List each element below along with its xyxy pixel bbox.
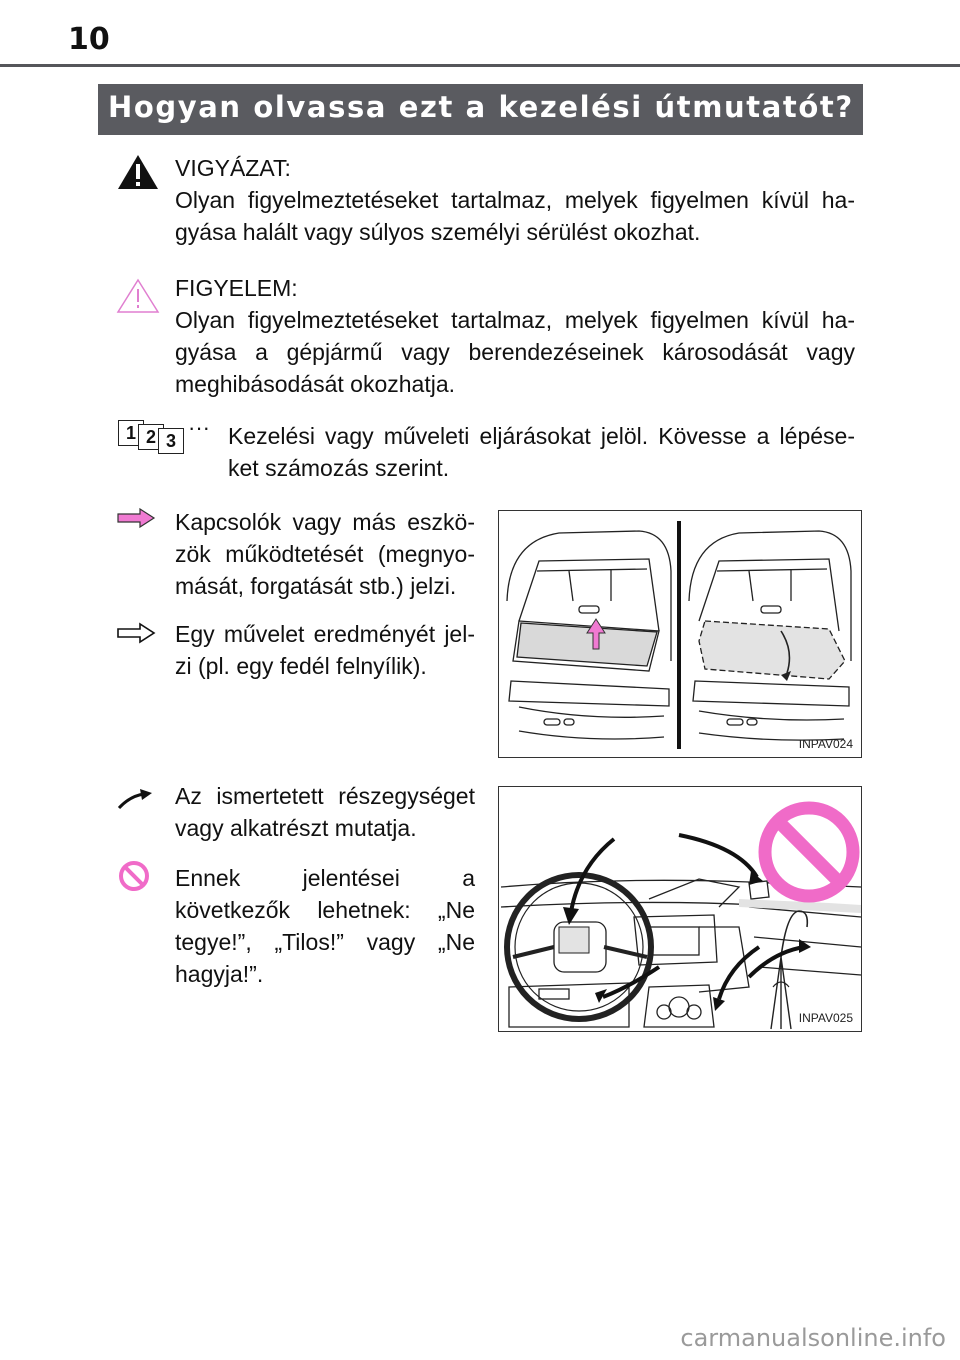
sunroof-illustration	[499, 511, 862, 758]
top-rule	[0, 64, 960, 67]
figure-dashboard	[498, 786, 862, 1032]
warning-block	[175, 152, 855, 248]
outline-arrow-icon	[116, 622, 156, 644]
warning-text: Olyan figyelmeztetéseket tartalmaz, melyek figyelmen kívül ha- gyása halált vagy súlyos személyi sérülést okozhat.	[175, 187, 855, 245]
steps-text: Kezelési vagy műveleti eljárásokat jelöl. Kövesse a lépése- ket számozás szerint.	[228, 423, 855, 481]
figure-code: INPAV025	[798, 1011, 853, 1025]
prohibition-text: Ennek jelentései a következők lehetnek: „Ne tegye!”, „Tilos!” vagy „Ne hagyja!”.	[175, 865, 475, 987]
operate-text: Kapcsolók vagy más eszkö- zök működtetését (megnyo- mását, forgatását stb.) jelzi.	[175, 509, 475, 599]
result-text: Egy művelet eredményét jel- zi (pl. egy fedél felnyílik).	[175, 621, 475, 679]
notice-block	[175, 272, 855, 400]
pink-arrow-icon	[116, 507, 156, 529]
figure-code: INPAV024	[798, 737, 853, 751]
section-title: Hogyan olvassa ezt a kezelési útmutatót?	[108, 90, 854, 124]
steps-dots: ···	[188, 415, 210, 440]
notice-text: Olyan figyelmeztetéseket tartalmaz, melyek figyelmen kívül ha- gyása a gépjármű vagy berendezéseinek károsodását vagy meghibásodását okozhatja.	[175, 307, 855, 397]
page-number: 10	[68, 22, 110, 57]
dashboard-illustration	[499, 787, 862, 1032]
step-number-icon	[118, 420, 194, 450]
prohibition-icon	[118, 860, 150, 892]
notice-heading: FIGYELEM:	[175, 275, 298, 301]
step-3-box: 3	[158, 428, 184, 454]
component-text: Az ismertetett részegységet vagy alkatrészt mutatja.	[175, 783, 475, 841]
step-2-box: 2	[138, 424, 164, 450]
watermark: carmanualsonline.info	[680, 1324, 946, 1352]
section-banner	[98, 84, 863, 135]
pointer-arrow-icon	[116, 788, 156, 810]
warning-triangle-filled-icon	[116, 153, 160, 191]
step-1-box: 1	[118, 420, 144, 446]
warning-heading: VIGYÁZAT:	[175, 155, 291, 181]
warning-triangle-outline-icon	[116, 278, 160, 314]
figure-sunroof	[498, 510, 862, 758]
